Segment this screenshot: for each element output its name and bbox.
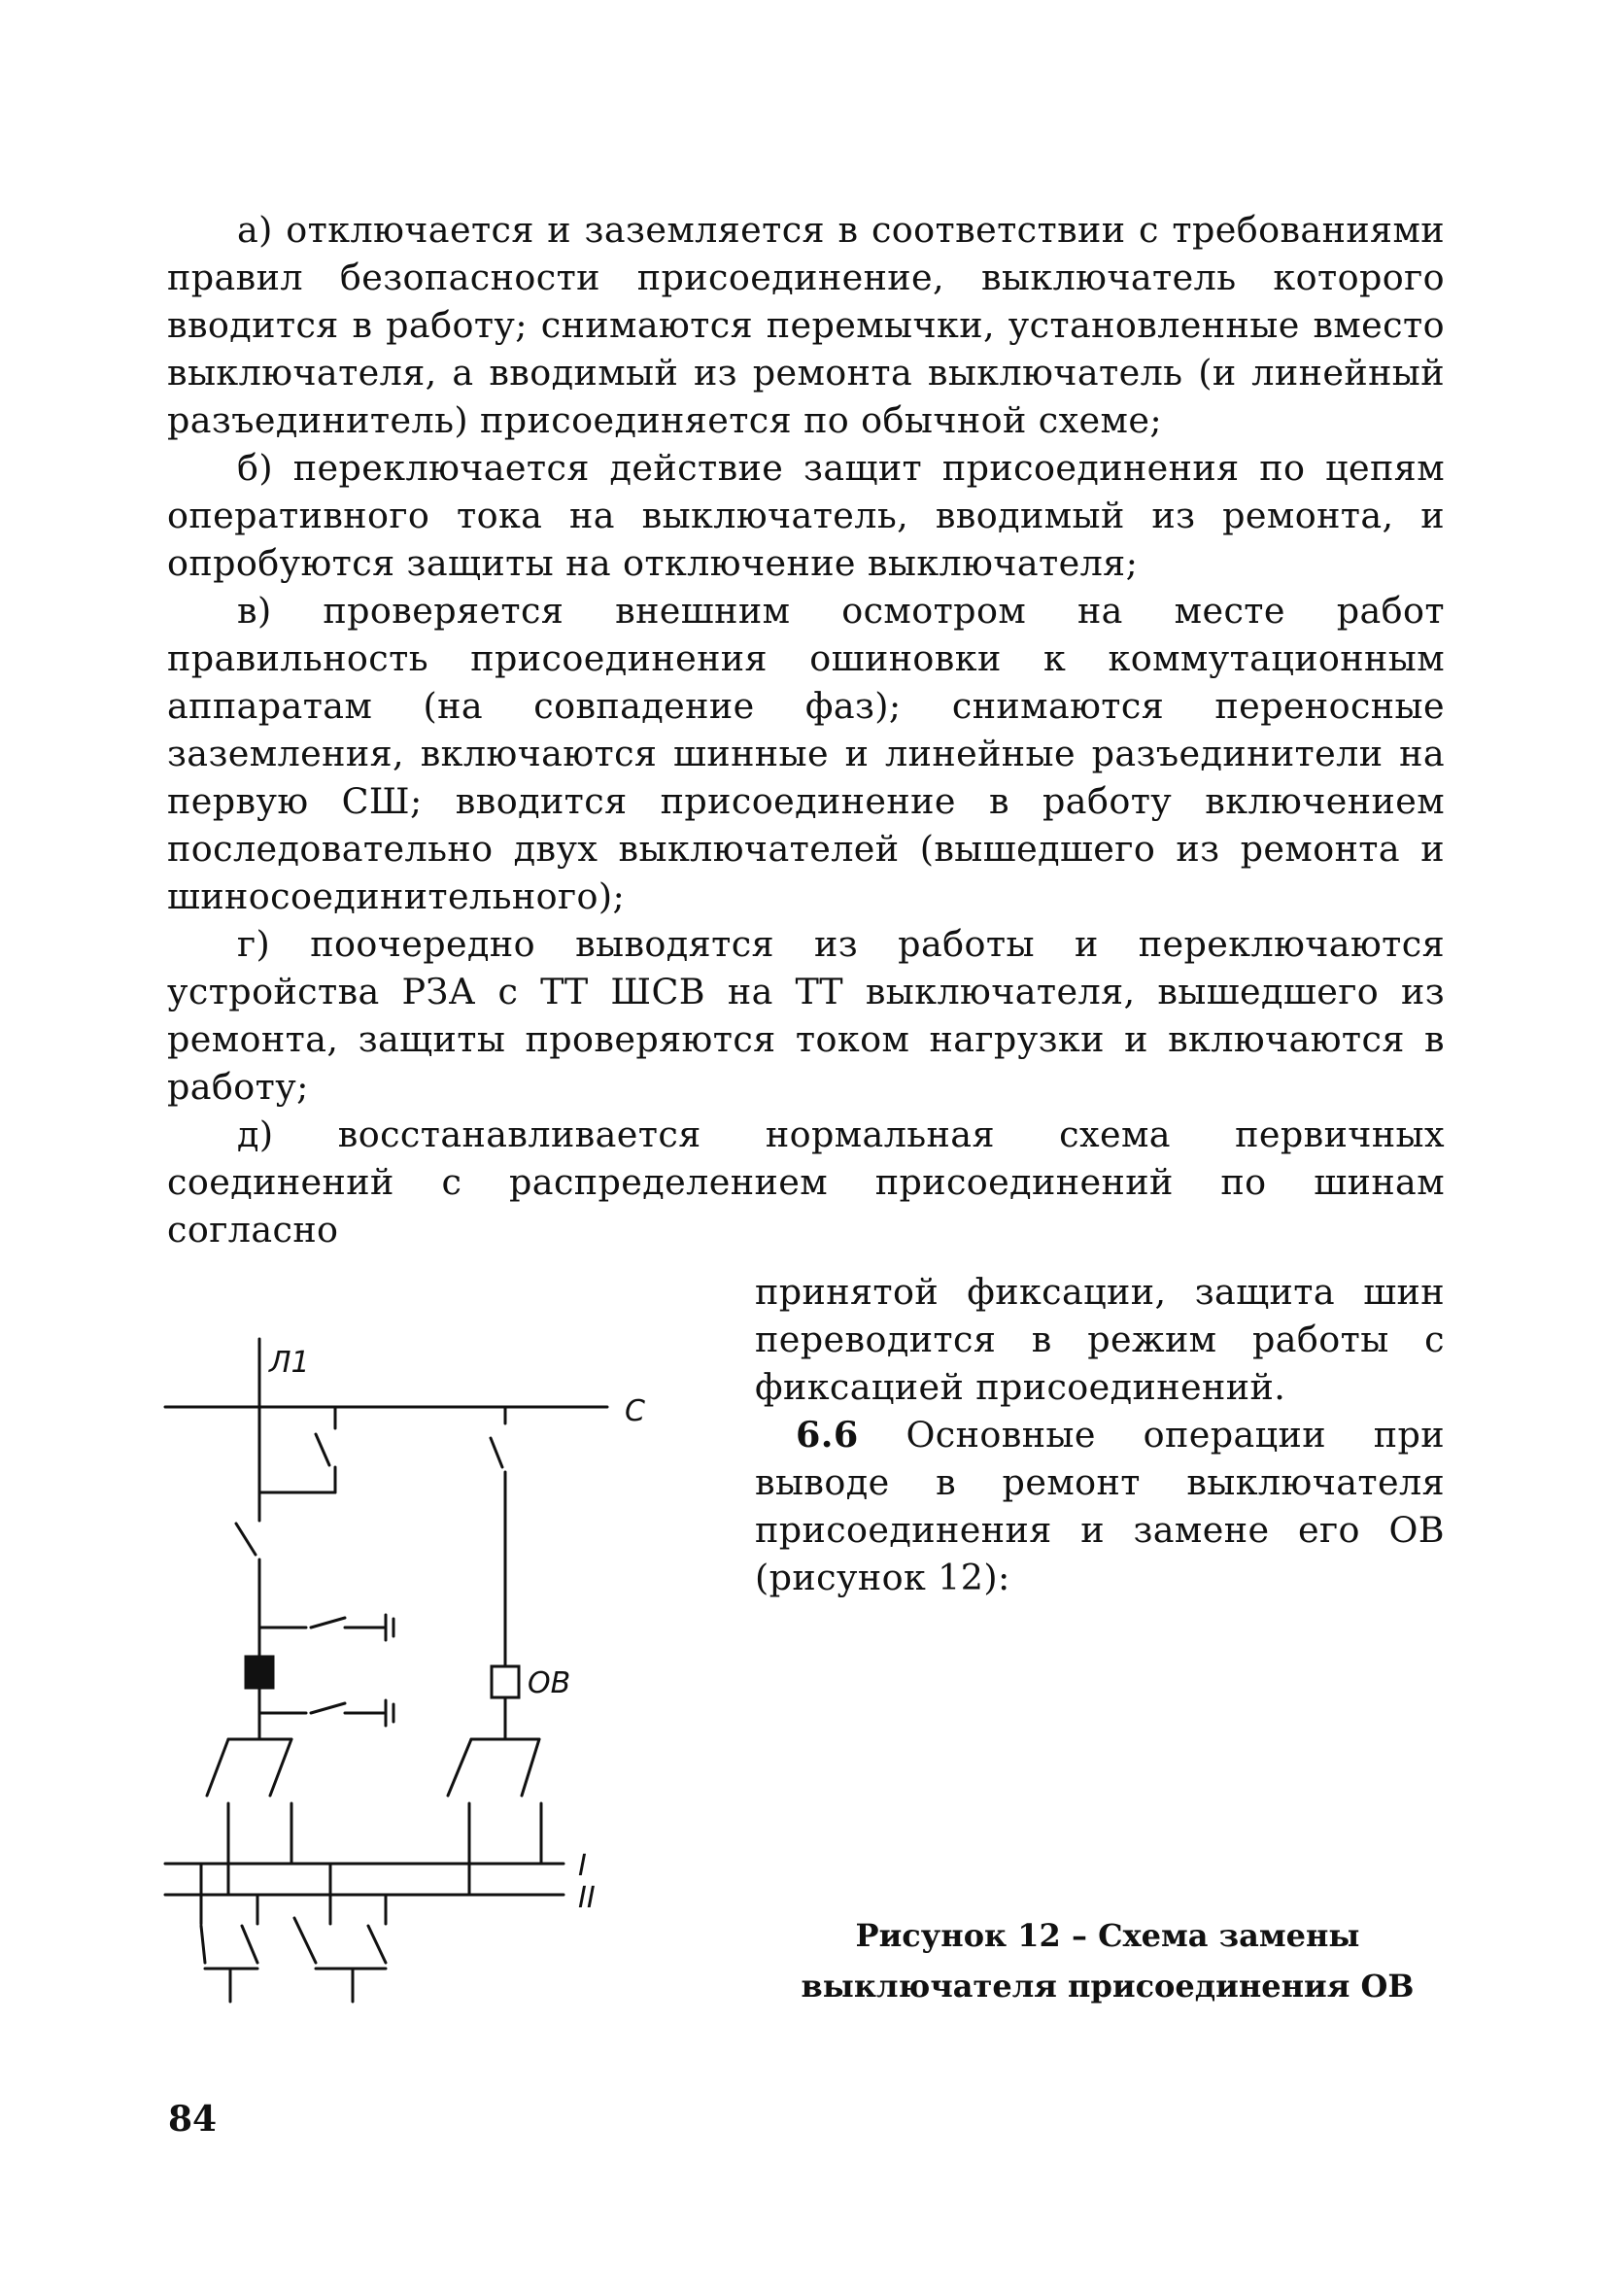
bypass-bus-label: С bbox=[625, 1394, 645, 1428]
line-disconnector-blade bbox=[236, 1524, 256, 1555]
ground-knife-lower-blade bbox=[311, 1703, 345, 1713]
ov-fork-blade-2 bbox=[522, 1739, 539, 1796]
lower-feeder1-blade-b bbox=[242, 1926, 257, 1963]
figure-caption-line-1: Рисунок 12 – Схема замены bbox=[855, 1917, 1360, 1954]
paragraph-d: д) восстанавливается нормальная схема первичных соединений с распределением присоединений по шинам согласно bbox=[167, 1114, 1445, 1251]
ov-fork-blade-1 bbox=[448, 1739, 471, 1796]
bypass-breaker-label: ОВ bbox=[528, 1666, 571, 1700]
paragraph-b: б) переключается действие защит присоединения по цепям оперативного тока на выключатель, вводимый из ремонта, и опробуются защиты на отключение выключателя; bbox=[167, 447, 1445, 584]
paragraph-a: а) отключается и заземляется в соответствии с требованиями правил безопасности присоединение, выключатель которого вводится в работу; снимаются перемычки, установленные вместо выключателя, а вводимый из ремонта выключатель (и линейный разъединитель) присоединяется по обычной схеме; bbox=[167, 209, 1445, 441]
lower-feeder2-blade-b bbox=[368, 1926, 386, 1963]
feeder-breaker bbox=[246, 1657, 273, 1688]
lower-feeder1-blade-a bbox=[201, 1926, 205, 1963]
ground-knife-upper-blade bbox=[311, 1618, 345, 1628]
bypass-breaker-ov bbox=[492, 1666, 519, 1697]
page-number: 84 bbox=[168, 2099, 218, 2140]
bus-2-label: II bbox=[578, 1881, 596, 1915]
paragraph-g: г) поочередно выводятся из работы и переключаются устройства РЗА с ТТ ШСВ на ТТ выключателя, вышедшего из ремонта, защиты проверяются током нагрузки и включаются в работу; bbox=[167, 923, 1445, 1108]
section-text: Основные операции при выводе в ремонт выключателя присоединения и замене его ОВ (рисунок 12): bbox=[755, 1414, 1445, 1598]
figure-caption bbox=[777, 1910, 1438, 2011]
section-number: 6.6 bbox=[796, 1414, 859, 1456]
figure-12-diagram bbox=[160, 1331, 666, 2011]
figure-caption-line-2: выключателя присоединения ОВ bbox=[801, 1968, 1415, 2005]
bus-1-label: I bbox=[578, 1849, 587, 1883]
right-column-text bbox=[755, 1268, 1445, 1601]
body-text bbox=[167, 206, 1445, 1253]
switching-schematic bbox=[160, 1331, 666, 2011]
paragraph-v: в) проверяется внешним осмотром на месте работ правильность присоединения ошиновки к коммутационным аппаратам (на совпадение фаз); снимаются переносные заземления, включаются шинные и линейные разъединители на первую СШ; вводится присоединение в работу включением последовательно двух выключателей (вышедшего из ремонта и шиносоединительного); bbox=[167, 590, 1445, 917]
left-bypass-blade bbox=[316, 1434, 329, 1465]
lower-feeder2-blade-a bbox=[294, 1918, 316, 1963]
left-fork-blade-2 bbox=[270, 1739, 291, 1796]
left-fork-blade-1 bbox=[207, 1739, 228, 1796]
ov-disconnector-blade bbox=[491, 1438, 502, 1467]
line-l1-label: Л1 bbox=[269, 1346, 310, 1380]
section-6-6 bbox=[755, 1411, 1445, 1601]
paragraph-d-continuation: принятой фиксации, защита шин переводится в режим работы с фиксацией присоединений. bbox=[755, 1271, 1445, 1408]
